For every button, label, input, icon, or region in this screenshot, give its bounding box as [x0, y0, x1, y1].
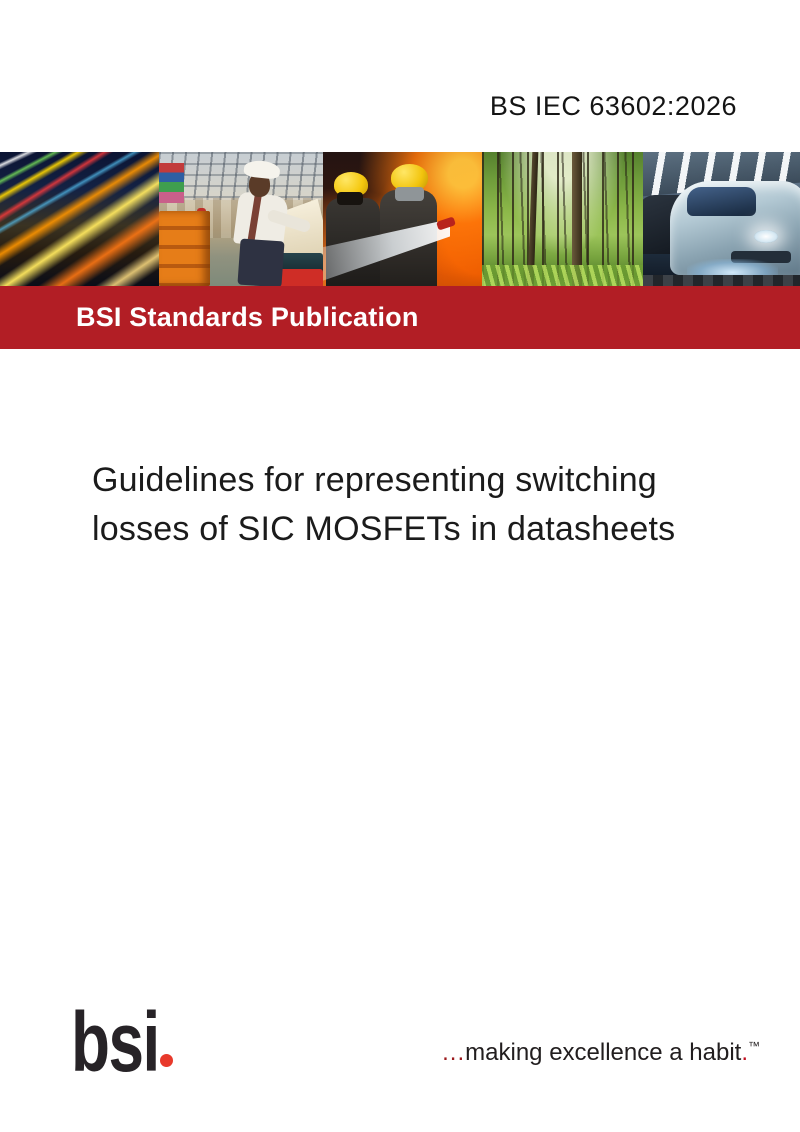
undergrowth-art	[482, 265, 643, 286]
bsi-logo	[71, 995, 191, 1089]
warehouse-worker-photo	[159, 152, 323, 286]
firefighter-visor-art	[337, 192, 363, 205]
assembly-track-art	[643, 275, 800, 286]
document-number: BS IEC 63602:2026	[489, 91, 737, 121]
worker-pants-art	[238, 239, 285, 286]
banner-title: BSI Standards Publication	[76, 302, 419, 332]
tagline-period: .	[741, 1039, 748, 1066]
tagline-dots: ...	[442, 1039, 466, 1066]
bsi-logo-text: bsi	[71, 995, 159, 1089]
car-assembly-photo	[643, 152, 800, 286]
photo-strip	[0, 152, 800, 286]
title-line-2: losses of SIC MOSFETs in datasheets	[92, 510, 676, 548]
document-title	[92, 456, 675, 554]
windshield-art	[687, 187, 756, 216]
warehouse-ceiling-art	[159, 152, 323, 200]
tagline	[442, 1039, 760, 1068]
city-light-trails-photo	[0, 152, 159, 286]
firefighters-photo	[323, 152, 482, 286]
headlight-art	[754, 230, 778, 243]
red-banner	[0, 286, 800, 349]
firefighter-mask-art	[395, 187, 424, 201]
forest-photo	[482, 152, 643, 286]
warehouse-binstack-art	[159, 163, 184, 203]
trademark-symbol: ™	[748, 1039, 760, 1053]
tagline-text: making excellence a habit	[465, 1039, 742, 1066]
bsi-logo-dot	[160, 1054, 173, 1067]
title-line-1: Guidelines for representing switching	[92, 461, 657, 499]
warehouse-orange-crates-art	[159, 211, 210, 286]
